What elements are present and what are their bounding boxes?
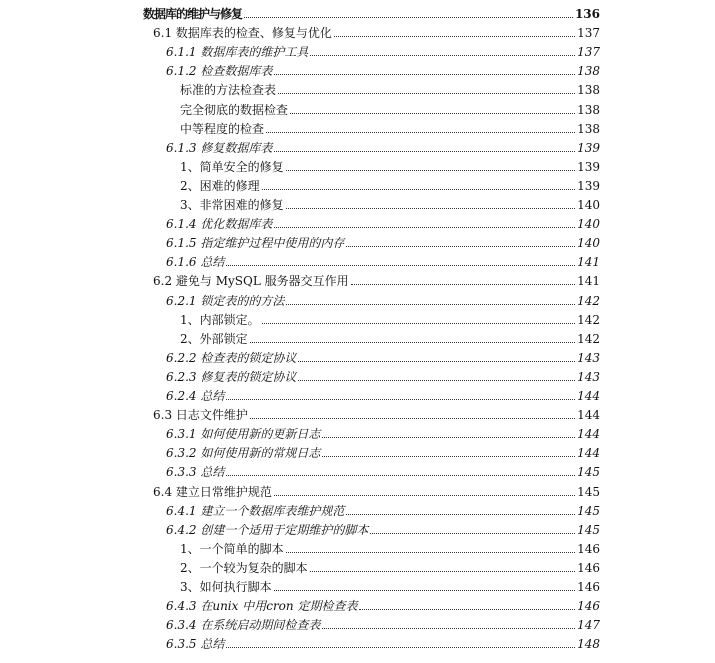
dot-leader bbox=[290, 113, 575, 114]
toc-entry-label: 6.4.3 在unix 中用cron 定期检查表 bbox=[166, 599, 358, 614]
toc-entry-label: 6.4.2 创建一个适用于定期维护的脚本 bbox=[166, 522, 369, 537]
dot-leader bbox=[310, 55, 575, 56]
toc-entry-label: 2、困难的修理 bbox=[180, 178, 260, 193]
toc-entry-page: 141 bbox=[577, 274, 600, 289]
toc-entry[interactable] bbox=[166, 40, 600, 59]
toc-entry[interactable] bbox=[180, 308, 600, 327]
toc-entry-label: 6.3.5 总结 bbox=[166, 637, 225, 652]
dot-leader bbox=[334, 36, 575, 37]
toc-entry[interactable] bbox=[180, 117, 600, 136]
dot-leader bbox=[286, 304, 575, 305]
toc-entry-page: 139 bbox=[577, 140, 600, 155]
toc-entry-label: 6.2.4 总结 bbox=[166, 389, 225, 403]
dot-leader bbox=[274, 227, 575, 228]
toc-entry-label: 6.2.2 检查表的锁定协议 bbox=[166, 350, 297, 365]
toc-entry[interactable] bbox=[180, 78, 600, 97]
toc-entry[interactable] bbox=[166, 384, 600, 403]
toc-entry[interactable] bbox=[180, 98, 600, 117]
toc-entry-label: 3、非常困难的修复 bbox=[180, 198, 284, 212]
toc-entry-label: 6.2 避免与 MySQL 服务器交互作用 bbox=[153, 274, 349, 289]
toc-entry-label: 1、内部锁定。 bbox=[180, 312, 260, 327]
dot-leader bbox=[351, 284, 575, 285]
dot-leader bbox=[310, 571, 575, 572]
dot-leader bbox=[262, 323, 575, 324]
toc-entry-page: 143 bbox=[577, 350, 600, 365]
dot-leader bbox=[286, 552, 575, 553]
toc-entry[interactable] bbox=[166, 441, 600, 460]
toc-entry-page: 146 bbox=[577, 560, 600, 575]
toc-entry[interactable] bbox=[166, 289, 600, 308]
toc-entry-label: 6.4.1 建立一个数据库表维护规范 bbox=[166, 503, 345, 518]
toc-entry-label: 1、一个简单的脚本 bbox=[180, 541, 284, 556]
toc-entry-label: 2、外部锁定 bbox=[180, 331, 248, 346]
toc-entry-page: 137 bbox=[577, 26, 600, 41]
toc-entry-label: 完全彻底的数据检查 bbox=[180, 102, 289, 117]
dot-leader bbox=[226, 265, 575, 266]
toc-entry-label: 6.3.3 总结 bbox=[166, 465, 225, 480]
dot-leader bbox=[244, 17, 573, 18]
dot-leader bbox=[226, 647, 575, 648]
toc-entry-page: 138 bbox=[577, 64, 600, 79]
toc-entry[interactable] bbox=[180, 327, 600, 346]
toc-entry-label: 6.1.6 总结 bbox=[166, 255, 225, 270]
toc-entry-page: 145 bbox=[577, 465, 600, 480]
toc-entry-page: 139 bbox=[577, 159, 600, 174]
dot-leader bbox=[286, 170, 575, 171]
toc-entry-page: 142 bbox=[577, 293, 600, 308]
toc-entry-label: 6.1.5 指定维护过程中使用的内存 bbox=[166, 236, 345, 251]
toc-entry-page: 144 bbox=[577, 389, 600, 403]
toc-entry[interactable] bbox=[166, 422, 600, 441]
toc-entry-page: 144 bbox=[577, 408, 600, 423]
toc-entry[interactable] bbox=[153, 21, 600, 40]
dot-leader bbox=[298, 361, 575, 362]
toc-entry[interactable] bbox=[166, 250, 600, 269]
toc-entry[interactable] bbox=[180, 556, 600, 575]
dot-leader bbox=[250, 342, 575, 343]
toc-entry-page: 140 bbox=[577, 217, 600, 232]
dot-leader bbox=[322, 456, 575, 457]
toc-entry-page: 140 bbox=[577, 198, 600, 212]
toc-entry[interactable] bbox=[143, 2, 600, 21]
toc-entry[interactable] bbox=[166, 59, 600, 78]
toc-entry-label: 6.4 建立日常维护规范 bbox=[153, 484, 272, 499]
dot-leader bbox=[278, 93, 575, 94]
toc-entry-page: 137 bbox=[577, 45, 600, 60]
toc-entry-label: 6.1.2 检查数据库表 bbox=[166, 64, 273, 79]
toc-entry-page: 145 bbox=[577, 503, 600, 518]
toc-entry[interactable] bbox=[166, 212, 600, 231]
dot-leader bbox=[298, 380, 575, 381]
toc-entry-page: 146 bbox=[577, 599, 600, 614]
toc-entry-label: 6.3 日志文件维护 bbox=[153, 408, 248, 423]
toc-entry-label: 6.1.1 数据库表的维护工具 bbox=[166, 45, 309, 60]
toc-entry-page: 145 bbox=[577, 522, 600, 537]
dot-leader bbox=[370, 533, 575, 534]
toc-entry-label: 6.1 数据库表的检查、修复与优化 bbox=[153, 26, 332, 41]
toc-entry-page: 138 bbox=[577, 121, 600, 136]
toc-entry[interactable] bbox=[166, 346, 600, 365]
toc-entry-page: 143 bbox=[577, 369, 600, 384]
dot-leader bbox=[266, 132, 575, 133]
dot-leader bbox=[274, 74, 575, 75]
dot-leader bbox=[346, 246, 575, 247]
toc-entry[interactable] bbox=[153, 269, 600, 288]
toc-entry[interactable] bbox=[180, 537, 600, 556]
toc-entry-page: 146 bbox=[577, 580, 600, 594]
toc-entry[interactable] bbox=[180, 174, 600, 193]
dot-leader bbox=[250, 418, 575, 419]
toc-entry-label: 6.1.4 优化数据库表 bbox=[166, 217, 273, 232]
toc-entry-page: 139 bbox=[577, 178, 600, 193]
toc-entry[interactable] bbox=[166, 499, 600, 518]
dot-leader bbox=[286, 208, 575, 209]
toc-entry[interactable] bbox=[166, 231, 600, 250]
toc-entry-label: 6.2.3 修复表的锁定协议 bbox=[166, 369, 297, 384]
toc-entry[interactable] bbox=[166, 136, 600, 155]
dot-leader bbox=[262, 189, 575, 190]
toc-entry[interactable] bbox=[166, 613, 600, 632]
dot-leader bbox=[274, 495, 575, 496]
toc-entry-label: 数据库的维护与修复 bbox=[143, 7, 243, 21]
toc-entry[interactable] bbox=[166, 594, 600, 613]
toc-entry-page: 141 bbox=[577, 255, 600, 270]
toc-entry-page: 142 bbox=[577, 312, 600, 327]
toc-entry-label: 1、简单安全的修复 bbox=[180, 159, 284, 174]
toc-entry[interactable] bbox=[166, 365, 600, 384]
toc-entry[interactable] bbox=[153, 480, 600, 499]
toc-entry-label: 6.1.3 修复数据库表 bbox=[166, 140, 273, 155]
toc-entry[interactable] bbox=[180, 155, 600, 174]
toc-entry-page: 138 bbox=[577, 102, 600, 117]
toc-entry[interactable] bbox=[166, 632, 600, 651]
toc-entry-page: 146 bbox=[577, 541, 600, 556]
dot-leader bbox=[359, 609, 575, 610]
toc-entry-page: 144 bbox=[577, 446, 600, 461]
toc-entry-label: 标准的方法检查表 bbox=[180, 83, 277, 98]
toc-entry-page: 144 bbox=[577, 427, 600, 442]
toc-entry-page: 145 bbox=[577, 484, 600, 499]
toc-entry-label: 6.2.1 锁定表的的方法 bbox=[166, 293, 285, 308]
toc-entry-label: 2、一个较为复杂的脚本 bbox=[180, 560, 308, 575]
dot-leader bbox=[346, 514, 575, 515]
toc-entry[interactable] bbox=[180, 193, 600, 212]
dot-leader bbox=[226, 475, 575, 476]
toc-entry-label: 6.3.4 在系统启动期间检查表 bbox=[166, 618, 321, 633]
toc-entry-label: 6.3.1 如何使用新的更新日志 bbox=[166, 427, 321, 442]
toc-entry-label: 中等程度的检查 bbox=[180, 121, 265, 136]
toc-entry-page: 136 bbox=[574, 7, 600, 21]
toc-entry-label: 3、如何执行脚本 bbox=[180, 580, 272, 594]
toc-entry-page: 140 bbox=[577, 236, 600, 251]
toc-entry-page: 147 bbox=[577, 618, 600, 633]
toc-entry-page: 138 bbox=[577, 83, 600, 98]
dot-leader bbox=[226, 399, 575, 400]
dot-leader bbox=[274, 590, 575, 591]
toc-entry[interactable] bbox=[180, 575, 600, 594]
toc-entry[interactable] bbox=[153, 403, 600, 422]
dot-leader bbox=[322, 628, 575, 629]
toc-entry[interactable] bbox=[166, 460, 600, 479]
dot-leader bbox=[274, 151, 575, 152]
toc-entry-page: 142 bbox=[577, 331, 600, 346]
toc-entry-page: 148 bbox=[577, 637, 600, 652]
toc-entry[interactable] bbox=[166, 518, 600, 537]
dot-leader bbox=[322, 437, 575, 438]
toc-entry-label: 6.3.2 如何使用新的常规日志 bbox=[166, 446, 321, 461]
